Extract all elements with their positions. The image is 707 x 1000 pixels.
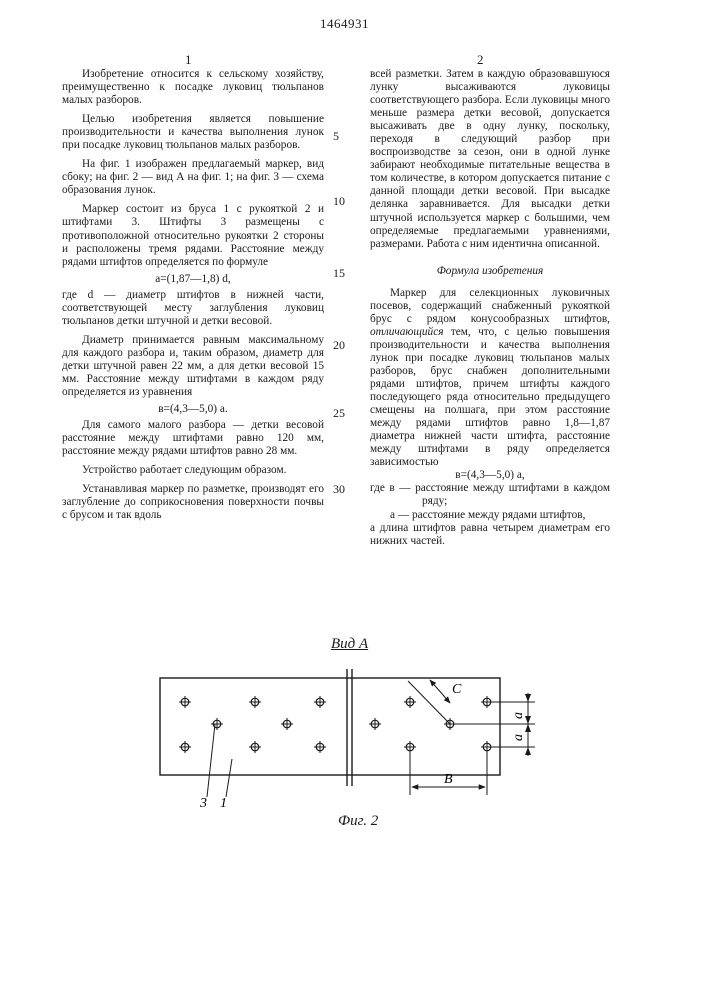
paragraph: Диаметр принимается равным максимальному для каждого разбора и, таким образом, диаметр для детки штучной равен 22 мм, а для детки весовой 15 мм. Расстояние между штифтами в каждом ряду определяется из уравнения [62,334,324,399]
claim-text: Маркер для селекционных луковичных посевов, содержащий снабженный рукояткой брус с рядом конусообразных штифтов, [370,287,610,325]
column-number-left: 1 [185,52,192,68]
line-number: 25 [333,406,345,421]
formula: в=(4,3—5,0) a, [370,469,610,482]
leader-1 [226,759,232,797]
pin-mark [369,718,381,730]
claim-text: тем, что, с целью повышения производительности и качества выполнения лунок при посадке луковиц тюльпанов малых разборов, брус снабжен дополнительными рядами штифтов, причем штифты каждого последующего ряда относительно предыдущего смещены на полшага, при этом расстояние между рядами штифтов равно 1,8—1,87 диаметра нижней части штифта, расстояние между штифтами в ряду определяется зависимостью [370,326,610,468]
claim-paragraph [370,287,610,470]
right-column [370,68,610,548]
label-a: a [511,734,526,741]
figure-2-drawing [150,635,550,845]
left-column [62,68,324,528]
paragraph: Целью изобретения является повышение производительности и качества выполнения лунок при посадке луковиц тюльпанов малых разборов. [62,113,324,152]
figure-caption: Фиг. 2 [338,813,378,830]
paragraph: а длина штифтов равна четырем диаметрам его нижних частей. [370,522,610,548]
leader-3 [207,724,215,797]
pin-mark [281,718,293,730]
pin-mark [179,741,191,753]
label-c: С [452,682,462,697]
line-number: 20 [333,338,345,353]
paragraph: где d — диаметр штифтов в нижней части, соответствующей месту заглубления луковиц тюльпанов детки штучной и детки весовой. [62,289,324,328]
paragraph: всей разметки. Затем в каждую образовавшуюся лунку высаживаются луковицы соответствующего разбора. Если луковицы много меньше размера детки весовой, допускается высаживать две в одну лунку, поскольку, переходя в следующий разбор при воспроизводстве за сезон, они в одной лунке забирают необходимые питательные вещества в том количестве, в котором допускается питание с данной площади детки весовой. При высадке делянка заравнивается. Для высадки детки штучной используется маркер с большими, чем определяемые предлагаемыми уравнениями, размерами. Работа с ним идентична описанной. [370,68,610,251]
definition-b: где в — расстояние между штифтами в каждом ряду; [370,482,610,508]
paragraph: Устройство работает следующим образом. [62,464,324,477]
label-a: a [511,712,526,719]
pin-mark [404,696,416,708]
label-1: 1 [220,796,227,811]
pin-mark [179,696,191,708]
column-number-right: 2 [477,52,484,68]
line-number: 5 [333,129,339,144]
patent-number: 1464931 [320,16,369,32]
pin-mark [249,741,261,753]
paragraph: Устанавливая маркер по разметке, производят его заглубление до соприкосновения поверхности почвы с брусом и так вдоль [62,483,324,522]
line-number: 30 [333,482,345,497]
paragraph: Изобретение относится к сельскому хозяйству, преимущественно к посадке луковиц тюльпанов малых разборов. [62,68,324,107]
label-3: 3 [199,796,207,811]
paragraph: Для самого малого разбора — детки весовой расстояние между штифтами равно 120 мм, расстояние между рядами штифтов равно 28 мм. [62,419,324,458]
claim-distinguishing-word: отличающийся [370,326,443,338]
definition-a: а — расстояние между рядами штифтов, [370,509,610,522]
pin-mark [211,718,223,730]
formula: a=(1,87—1,8) d, [62,273,324,286]
pin-mark [314,741,326,753]
pin-mark [314,696,326,708]
line-number: 15 [333,266,345,281]
paragraph: На фиг. 1 изображен предлагаемый маркер, вид сбоку; на фиг. 2 — вид А на фиг. 1; на фиг. 3 — схема образования лунок. [62,158,324,197]
formula: в=(4,3—5,0) a. [62,403,324,416]
paragraph: Маркер состоит из бруса 1 с рукояткой 2 и штифтами 3. Штифты 3 размещены с противоположной относительно рукоятки 2 стороны и расположены тремя рядами. Расстояние между рядами штифтов определяется по формуле [62,203,324,268]
pin-mark [249,696,261,708]
dimension-c-line [430,680,450,703]
label-b: В [444,772,453,787]
line-number: 10 [333,194,345,209]
pins-group [179,696,493,753]
section-heading: Формула изобретения [370,265,610,278]
figure-view-label: Вид А [331,636,368,653]
